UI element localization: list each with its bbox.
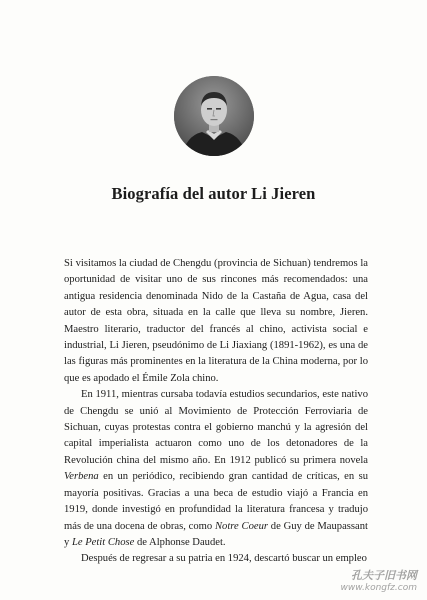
- italic-title: Le Petit Chose: [71, 536, 135, 548]
- author-portrait-image: [174, 76, 254, 156]
- paragraph-text: Después de regresar a su patria en 1924, descartó buscar un empleo: [81, 553, 367, 565]
- watermark-logo-text: 孔夫子旧书网: [351, 569, 417, 582]
- watermark-url: www.kongfz.com: [340, 583, 417, 593]
- paragraph-text: de Alphonse Daudet.: [134, 536, 226, 548]
- paragraph: [64, 551, 368, 567]
- italic-title: Verbena: [64, 471, 99, 483]
- paragraph-text: En 1911, mientras cursaba todavía estudios secundarios, este nativo de Chengdu se unió al Movimiento de Protección Ferroviaria de Sichuan, cuyas protestas contra el gobierno manchú y la agresión del capital imperialista actuaron como uno de los detonadores de la Revolución china del mismo año. En 1912 publicó su primera novela: [64, 389, 368, 466]
- italic-title: Notre Coeur: [214, 520, 268, 532]
- watermark: [341, 570, 417, 594]
- paragraph-text: Si visitamos la ciudad de Chengdu (provincia de Sichuan) tendremos la oportunidad de visitar uno de sus rincones más recomendados: una antigua residencia denominada Nido de la Castaña de Agua, casa del autor de esta obra, situada en la calle que lleva su nombre, Jieren. Maestro literario, traductor del francés al chino, activista social e industrial, Li Jieren, pseudónimo de Li Jiaxiang (1891-1962), es una de las figuras más prominentes en la literatura de la China moderna, por lo que es apodado el Émile Zola chino.: [64, 258, 368, 384]
- author-portrait: [174, 76, 254, 156]
- paragraph: [64, 387, 368, 551]
- biography-text: [64, 256, 368, 568]
- paragraph-text: de Guy de Maupassant y: [64, 520, 368, 548]
- paragraph-text: en un periódico, recibiendo gran cantidad de críticas, en su mayoría positivas. Gracias a una beca de estudio viajó a Francia en 1919, donde investigó en profundidad la literatura francesa y tradujo más de una docena de obras, como: [64, 471, 368, 532]
- paragraph: [64, 256, 368, 387]
- page-title: Biografía del autor Li Jieren: [111, 184, 316, 203]
